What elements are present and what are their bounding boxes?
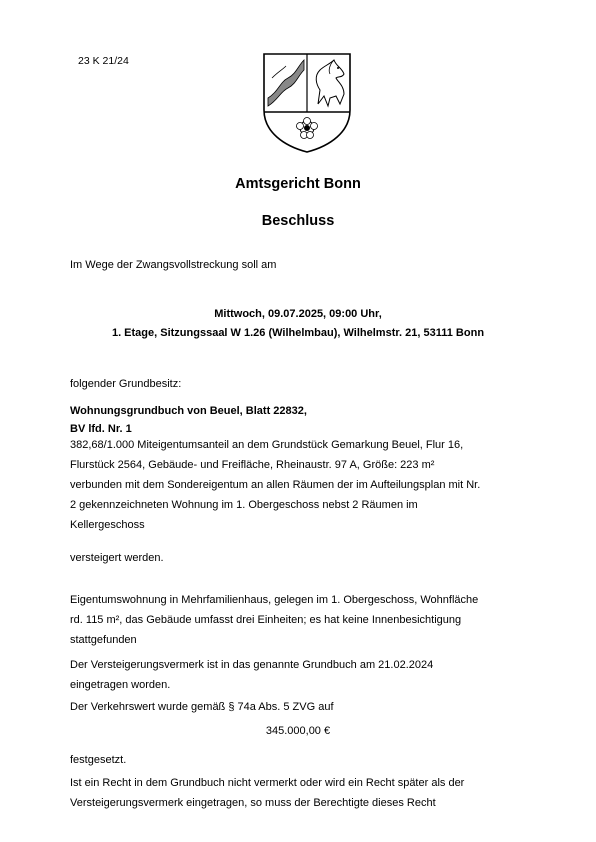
- market-value: 345.000,00 €: [265, 725, 331, 737]
- description-line: 382,68/1.000 Miteigentumsanteil an dem Grundstück Gemarkung Beuel, Flur 16,: [70, 439, 464, 451]
- auction-date: Mittwoch, 09.07.2025, 09:00 Uhr,: [214, 308, 382, 320]
- registration-line: Der Versteigerungsvermerk ist in das genannte Grundbuch am 21.02.2024: [70, 659, 434, 671]
- coat-of-arms-emblem: [258, 48, 356, 154]
- auction-phrase: versteigert werden.: [70, 552, 164, 564]
- market-value-intro: Der Verkehrswert wurde gemäß § 74a Abs. 5 ZVG auf: [70, 701, 334, 713]
- intro-text: Im Wege der Zwangsvollstreckung soll am: [70, 259, 277, 271]
- property-intro: folgender Grundbesitz:: [70, 378, 182, 390]
- rights-paragraph: [70, 773, 530, 813]
- registration-note: [70, 655, 530, 695]
- court-name: Amtsgericht Bonn: [235, 176, 361, 192]
- property-details: [70, 590, 530, 650]
- rights-line: Versteigerungsvermerk eingetragen, so muss der Berechtigte dieses Recht: [70, 797, 436, 809]
- document-title: Beschluss: [261, 213, 335, 229]
- land-register-line: Wohnungsgrundbuch von Beuel, Blatt 22832,: [70, 405, 307, 417]
- case-reference: 23 K 21/24: [78, 55, 129, 67]
- fixed-text: festgesetzt.: [70, 754, 127, 766]
- details-line: rd. 115 m², das Gebäude umfasst drei Einheiten; es hat keine Innenbesichtigung: [70, 614, 462, 626]
- details-line: stattgefunden: [70, 634, 137, 646]
- registration-line: eingetragen worden.: [70, 679, 171, 691]
- description-line: Flurstück 2564, Gebäude- und Freifläche, Rheinaustr. 97 A, Größe: 223 m²: [70, 459, 435, 471]
- rights-line: Ist ein Recht in dem Grundbuch nicht vermerkt oder wird ein Recht später als der: [70, 777, 465, 789]
- inventory-number: BV lfd. Nr. 1: [70, 423, 132, 435]
- description-line: Kellergeschoss: [70, 519, 145, 531]
- description-line: verbunden mit dem Sondereigentum an allen Räumen der im Aufteilungsplan mit Nr.: [70, 479, 481, 491]
- property-description: [70, 435, 530, 535]
- auction-location: 1. Etage, Sitzungssaal W 1.26 (Wilhelmbau), Wilhelmstr. 21, 53111 Bonn: [111, 327, 485, 339]
- details-line: Eigentumswohnung in Mehrfamilienhaus, gelegen im 1. Obergeschoss, Wohnfläche: [70, 594, 479, 606]
- description-line: 2 gekennzeichneten Wohnung im 1. Obergeschoss nebst 2 Räumen im: [70, 499, 418, 511]
